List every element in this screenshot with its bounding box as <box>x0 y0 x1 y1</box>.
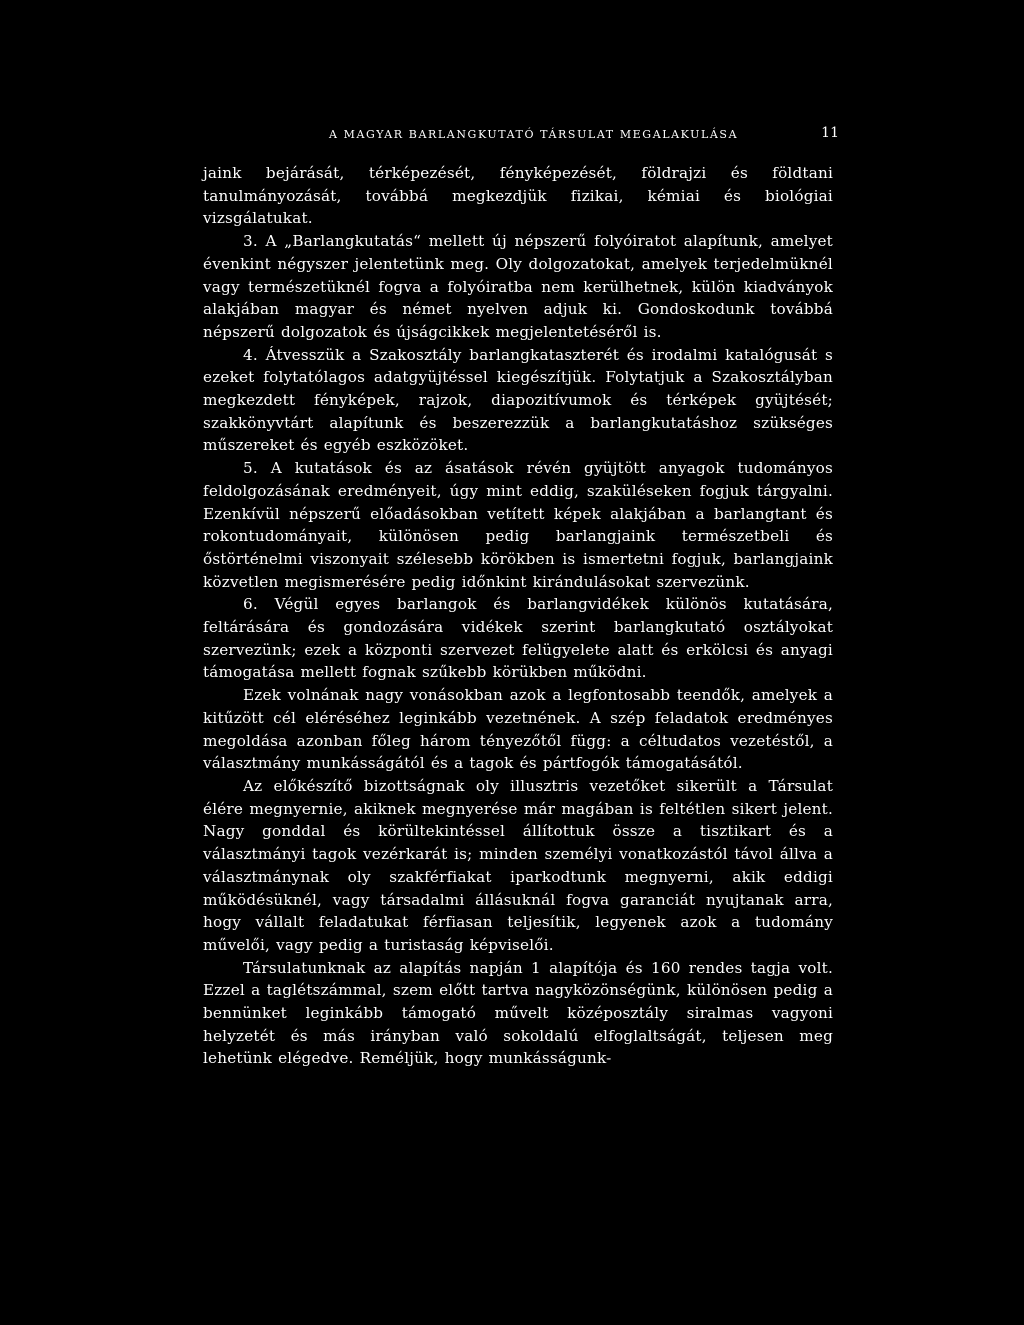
header-title: A MAGYAR BARLANGKUTATÓ TÁRSULAT MEGALAKULÁSA <box>329 128 739 141</box>
document-page <box>203 122 839 1070</box>
paragraph-membership: Társulatunknak az alapítás napján 1 alapítója és 160 rendes tagja volt. Ezzel a taglétszámmal, szem előtt tartva nagyközönségünk, különösen pedig a bennünket leginkább támogató művelt középosztály siralmas vagyoni helyzetét és más irányban való sokoldalú elfoglaltságát, teljesen meg lehetünk elégedve. Reméljük, hogy munkásságunk- <box>203 958 833 1068</box>
paragraph-committee: Az előkészítő bizottságnak oly illusztris vezetőket sikerült a Társulat élére megnyernie, akiknek megnyerése már magában is feltétlen sikert jelent. Nagy gonddal és körültekintéssel állítottuk össze a tisztikart és a választmányi tagok vezérkarát is; minden személyi vonatkozástól távol állva a választmánynak oly szakférfiakat iparkodtunk megnyerni, akik eddigi működésüknél, vagy társadalmi állásuknál fogva garanciát nyujtanak arra, hogy vállalt feladatukat férfiasan teljesítik, legyenek azok a tudomány művelői, vagy pedig a turistaság képviselői. <box>203 776 833 954</box>
body-text <box>203 162 833 1070</box>
paragraph-item-4: 4. Átvesszük a Szakosztály barlangkataszterét és irodalmi katalógusát s ezeket folytatólagos adatgyüjtéssel kiegészítjük. Folytatjuk a Szakosztályban megkezdett fényképek, rajzok, diapozitívumok és térképek gyüjtését; szakkönyvtárt alapítunk és beszerezzük a barlangkutatáshoz szükséges műszereket és egyéb eszközöket. <box>203 345 833 455</box>
paragraph-item-5: 5. A kutatások és az ásatások révén gyüjtött anyagok tudományos feldolgozásának eredményeit, úgy mint eddig, szaküléseken fogjuk tárgyalni. Ezenkívül népszerű előadásokban vetített képek alakjában a barlangtant és rokontudományait, különösen pedig barlangjaink természetbeli és őstörténelmi viszonyait szélesebb körökben is ismertetni fogjuk, barlangjaink közvetlen megismerésére pedig időnkint kirándulásokat szervezünk. <box>203 459 833 591</box>
running-header <box>203 122 839 146</box>
paragraph-item-6: 6. Végül egyes barlangok és barlangvidékek különös kutatására, feltárására és gondozására vidékek szerint barlangkutató osztályokat szervezünk; ezek a központi szervezet felügyelete alatt és erkölcsi és anyagi támogatása mellett fognak szűkebb körükben működni. <box>203 595 833 682</box>
paragraph-item-3: 3. A „Barlangkutatás“ mellett új népszerű folyóiratot alapítunk, amelyet évenkint négyszer jelentetünk meg. Oly dolgozatokat, amelyek terjedelmüknél vagy természetüknél fogva a folyóiratba nem kerülhetnek, külön kiadványok alakjában magyar és német nyelven adjuk ki. Gondoskodunk továbbá népszerű dolgozatok és újságcikkek megjelentetéséről is. <box>203 232 833 341</box>
paragraph-continuation: jaink bejárását, térképezését, fényképezését, földrajzi és földtani tanulmányozását, továbbá megkezdjük fizikai, kémiai és biológiai vizsgálatukat. <box>203 164 833 228</box>
paragraph-summary: Ezek volnának nagy vonásokban azok a legfontosabb teendők, amelyek a kitűzött cél eléréséhez leginkább vezetnének. A szép feladatok eredményes megoldása azonban főleg három tényezőtől függ: a céltudatos vezetéstől, a választmány munkásságától és a tagok és pártfogók támogatásától. <box>203 686 833 773</box>
page-number: 11 <box>821 125 839 141</box>
